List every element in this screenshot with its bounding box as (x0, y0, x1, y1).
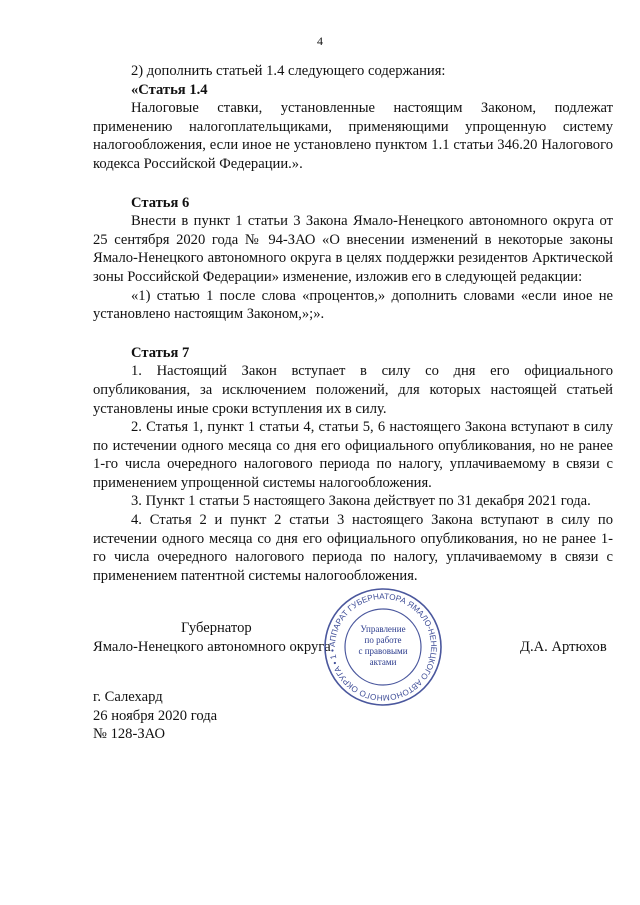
page-number: 4 (317, 34, 323, 48)
footer-number: № 128-ЗАО (93, 726, 165, 743)
stamp-ring-text: АППАРАТ ГУБЕРНАТОРА ЯМАЛО-НЕНЕЦКОГО АВТОНОМНОГО ОКРУГА • 1 • (327, 591, 439, 703)
governor-name: Д.А. Артюхов (520, 639, 607, 655)
stamp-line-2: по работе (364, 635, 402, 645)
stamp-line-1: Управление (360, 624, 406, 634)
section-intro: 2) дополнить статьей 1.4 следующего содержания: (131, 63, 446, 79)
footer-city: г. Салехард (93, 689, 163, 705)
article-7-paragraph-1: 1. Настоящий Закон вступает в силу со дня его официального опубликования, за исключением положений, для которых настоящей статьей установлены иные сроки вступления их в силу. (93, 363, 613, 417)
official-stamp (322, 586, 444, 708)
footer-date: 26 ноября 2020 года (93, 707, 218, 724)
article-7-paragraph-3: 3. Пункт 1 статьи 5 настоящего Закона действует по 31 декабря 2021 года. (131, 493, 591, 510)
article-7-paragraph-2: 2. Статья 1, пункт 1 статьи 4, статьи 5, 6 настоящего Закона вступают в силу по истечении одного месяца со дня его официального опубликования, но не ранее 1-го числа очередного налогового периода по налогу, уплачиваемому в связи с применением упрощенной системы налогообложения. (93, 419, 613, 491)
article-6-heading: Статья 6 (131, 194, 190, 211)
governor-region: Ямало-Ненецкого автономного округа (93, 639, 331, 655)
article-6-paragraph-1: Внести в пункт 1 статьи 3 Закона Ямало-Ненецкого автономного округа от 25 сентября 2020 года № 94-ЗАО «О внесении изменений в некоторые законы Ямало-Ненецкого автономного округа в целях поддержки резидентов Арктической зоны Российской Федерации» изменение, изложив его в следующей редакции: (93, 213, 613, 285)
stamp-line-3: с правовыми (358, 646, 408, 656)
article-7-paragraph-4: 4. Статья 2 и пункт 2 статьи 3 настоящего Закона вступают в силу по истечении одного месяца со дня его официального опубликования, но не ранее 1-го числа очередного налогового периода по налогу, уплачиваемому в связи с применением патентной системы налогообложения. (93, 512, 613, 584)
article-7-heading: Статья 7 (131, 344, 190, 361)
article-1-4-text: Налоговые ставки, установленные настоящим Законом, подлежат применению налогоплательщиками, применяющими упрощенную систему налогообложения, если иное не установлено пунктом 1.1 статьи 346.20 Налогового кодекса Российской Федерации.». (93, 100, 613, 172)
document-body (93, 62, 613, 585)
stamp-line-4: актами (369, 657, 397, 667)
article-6-paragraph-2: «1) статью 1 после слова «процентов,» дополнить словами «если иное не установлено настоящим Законом,»;». (93, 287, 613, 323)
governor-title: Губернатор (181, 620, 252, 636)
document-footer (93, 688, 217, 744)
article-1-4-heading: «Статья 1.4 (131, 81, 208, 98)
